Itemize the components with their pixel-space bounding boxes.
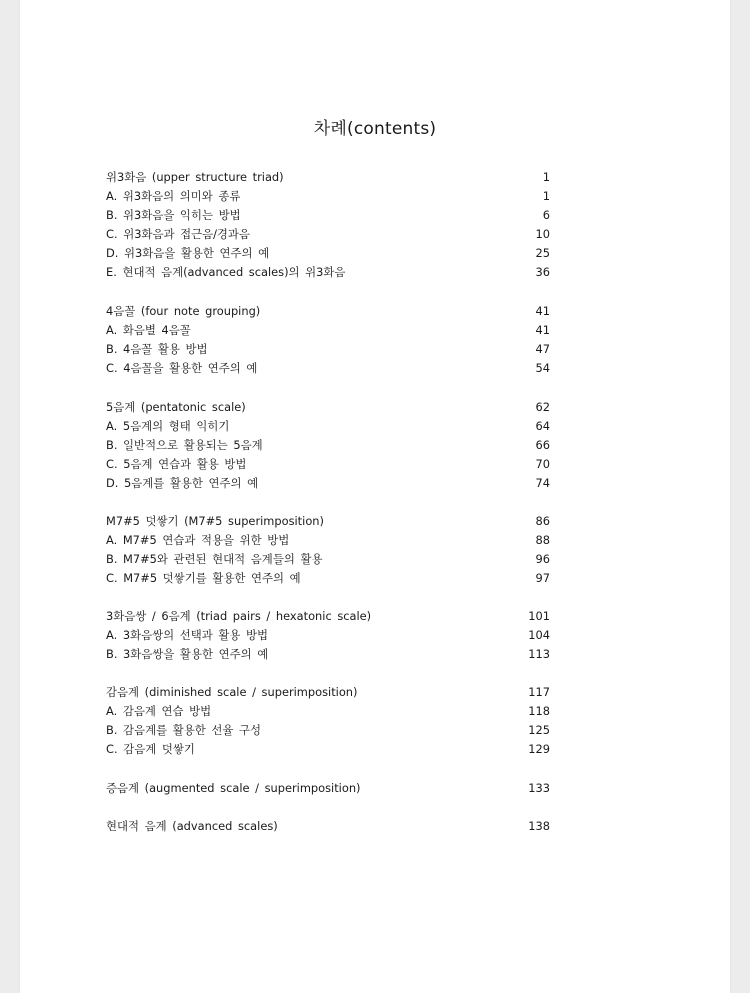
toc-entry	[106, 225, 550, 244]
toc-entry-label: A. 감음계 연습 방법	[106, 704, 212, 718]
toc-page-number: 62	[535, 400, 550, 414]
toc-page-number: 47	[535, 342, 550, 356]
toc-entry	[106, 474, 550, 493]
toc-entry-label: B. 4음꼴 활용 방법	[106, 342, 208, 356]
toc-page-number: 54	[535, 361, 550, 375]
toc-page-number: 133	[528, 781, 550, 795]
toc-page-number: 118	[528, 704, 550, 718]
toc-entry-label: B. 감음계를 활용한 선율 구성	[106, 723, 261, 737]
toc-page-number: 88	[535, 533, 550, 547]
toc-entry-label: 현대적 음계 (advanced scales)	[106, 819, 278, 833]
toc-page-number: 1	[542, 189, 550, 203]
toc-section-heading	[106, 168, 550, 187]
toc-page-number: 117	[528, 685, 550, 699]
toc-page-number: 74	[535, 476, 550, 490]
toc-page-number: 64	[535, 419, 550, 433]
toc-section-heading	[106, 683, 550, 702]
toc-entry-label: C. 4음꼴을 활용한 연주의 예	[106, 361, 258, 375]
toc-entry	[106, 244, 550, 263]
toc-entry	[106, 569, 550, 588]
toc-entry-label: 3화음쌍 / 6음계 (triad pairs / hexatonic scale)	[106, 609, 372, 623]
toc-entry	[106, 626, 550, 645]
toc-page-number: 36	[535, 265, 550, 279]
toc-page-number: 70	[535, 457, 550, 471]
toc-page-number: 41	[535, 323, 550, 337]
toc-entry-label: M7#5 덧쌓기 (M7#5 superimposition)	[106, 514, 324, 528]
toc-entry-label: A. 화음별 4음꼴	[106, 323, 191, 337]
toc-entry-label: B. 일반적으로 활용되는 5음계	[106, 438, 263, 452]
toc-entry	[106, 721, 550, 740]
toc-entry-label: C. 감음계 덧쌓기	[106, 742, 195, 756]
toc-entry	[106, 417, 550, 436]
toc-entry-label: B. 위3화음을 익히는 방법	[106, 208, 241, 222]
toc-entry	[106, 263, 550, 282]
toc-page-number: 41	[535, 304, 550, 318]
toc-page-number: 138	[528, 819, 550, 833]
toc-entry-label: 증음계 (augmented scale / superimposition)	[106, 781, 361, 795]
toc-section-heading	[106, 779, 550, 798]
toc-entry	[106, 455, 550, 474]
toc-page-number: 104	[528, 628, 550, 642]
toc-entry	[106, 702, 550, 721]
toc-entry	[106, 436, 550, 455]
toc-page-number: 125	[528, 723, 550, 737]
toc-entry-label: C. 위3화음과 접근음/경과음	[106, 227, 250, 241]
toc-entry-label: A. 3화음쌍의 선택과 활용 방법	[106, 628, 268, 642]
toc-entry-label: C. 5음계 연습과 활용 방법	[106, 457, 247, 471]
toc-page-number: 86	[535, 514, 550, 528]
toc-entry-label: B. 3화음쌍을 활용한 연주의 예	[106, 647, 269, 661]
toc-page-number: 1	[542, 170, 550, 184]
toc-entry-label: 위3화음 (upper structure triad)	[106, 170, 284, 184]
toc-page-number: 101	[528, 609, 550, 623]
toc-page-number: 6	[542, 208, 550, 222]
toc-entry-label: 5음계 (pentatonic scale)	[106, 400, 246, 414]
toc-entry	[106, 550, 550, 569]
toc-page-number: 113	[528, 647, 550, 661]
toc-entry-label: A. 5음계의 형태 익히기	[106, 419, 230, 433]
toc-entry	[106, 531, 550, 550]
toc-page-number: 25	[535, 246, 550, 260]
toc-entry	[106, 321, 550, 340]
toc-entry-label: A. M7#5 연습과 적용을 위한 방법	[106, 533, 290, 547]
toc-entry	[106, 645, 550, 664]
toc-page-number: 97	[535, 571, 550, 585]
toc-page-number: 96	[535, 552, 550, 566]
toc-page-number: 129	[528, 742, 550, 756]
toc-section-heading	[106, 398, 550, 417]
toc-section-heading	[106, 607, 550, 626]
toc-section-heading	[106, 512, 550, 531]
toc-entry	[106, 740, 550, 759]
toc-section-heading	[106, 817, 550, 836]
toc-entry	[106, 340, 550, 359]
page-title: 차례(contents)	[313, 119, 437, 139]
toc-entry	[106, 187, 550, 206]
toc-entry	[106, 359, 550, 378]
toc-entry-label: D. 5음계를 활용한 연주의 예	[106, 476, 259, 490]
toc-entry-label: E. 현대적 음계(advanced scales)의 위3화음	[106, 265, 346, 279]
toc-entry-label: 4음꼴 (four note grouping)	[106, 304, 261, 318]
toc-page-number: 10	[535, 227, 550, 241]
toc-entry-label: D. 위3화음을 활용한 연주의 예	[106, 246, 270, 260]
toc-entry-label: 감음계 (diminished scale / superimposition)	[106, 685, 358, 699]
toc-entry-label: A. 위3화음의 의미와 종류	[106, 189, 241, 203]
toc-section-heading	[106, 302, 550, 321]
toc-entry	[106, 206, 550, 225]
toc-page-number: 66	[535, 438, 550, 452]
toc-entry-label: B. M7#5와 관련된 현대적 음계들의 활용	[106, 552, 323, 566]
toc-entry-label: C. M7#5 덧쌓기를 활용한 연주의 예	[106, 571, 301, 585]
document-page	[20, 0, 730, 993]
